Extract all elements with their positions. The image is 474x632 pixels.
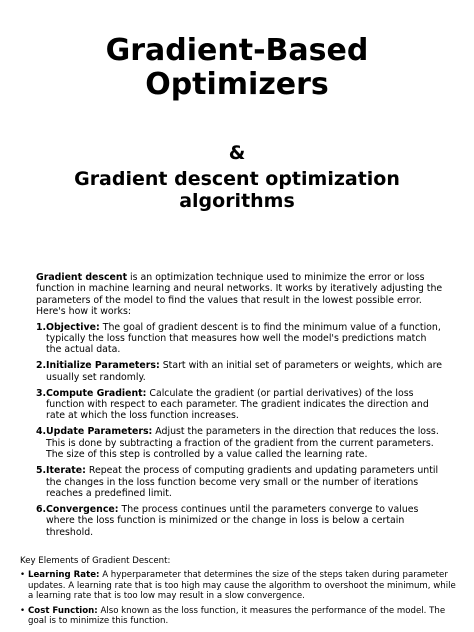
step-number: 2. [36,360,47,372]
bullet-icon: • [20,605,26,616]
key-element-label: Cost Function: [28,605,98,616]
step-label: Compute Gradient: [46,387,147,399]
step-item [36,322,444,356]
step-item [36,504,444,538]
step-number: 3. [36,387,47,399]
step-text: Adjust the parameters in the direction that reduces the loss. This is done by subtracting a fraction of the gradient from the current parameters. The size of this step is controlled by a value called the learning rate. [46,426,439,461]
step-item [36,465,444,499]
subtitle-line-2: algorithms [179,190,295,212]
document-subtitle [0,168,474,212]
step-label: Objective: [46,321,100,333]
bullet-icon: • [20,570,26,580]
key-elements-list [20,570,460,631]
subtitle-line-1: Gradient descent optimization [74,168,400,190]
key-element-label: Learning Rate: [28,570,100,580]
intro-paragraph [36,272,444,318]
key-element-text: A hyperparameter that determines the size of the steps taken during parameter updates. A learning rate that is too high may cause the algorithm to overshoot the minimum, while a learning rate that is too low may result in a slow convergence. [28,570,456,601]
step-item [36,388,444,422]
step-number: 4. [36,426,47,438]
step-label: Convergence: [46,503,119,515]
step-text: Start with an initial set of parameters or weights, which are usually set randomly. [46,360,443,383]
step-number: 5. [36,465,47,477]
title-line-1: Gradient-Based [105,33,369,68]
key-element-item [20,606,460,627]
step-label: Iterate: [46,465,86,477]
intro-text: is an optimization technique used to minimize the error or loss function in machine learning and neural networks. It works by iteratively adjusting the parameters of the model to find the values that result in the lowest possible error. Here's how it works: [36,272,443,318]
intro-term: Gradient descent [36,272,128,283]
step-item [36,426,444,460]
steps-list [36,322,444,538]
step-item [36,360,444,383]
key-element-text: Also known as the loss function, it measures the performance of the model. The goal is to minimize this function. [28,605,446,626]
step-text: Calculate the gradient (or partial derivatives) of the loss function with respect to each parameter. The gradient indicates the direction and rate at which the loss function increases. [46,387,429,422]
step-label: Initialize Parameters: [46,360,160,372]
step-text: The process continues until the parameters converge to values where the loss function is minimized or the change in loss is below a certain threshold. [46,503,419,538]
step-text: Repeat the process of computing gradients and updating parameters until the changes in the loss function become very small or the number of iterations reaches a predefined limit. [46,465,439,499]
key-element-item [20,570,460,602]
step-text: The goal of gradient descent is to find the minimum value of a function, typically the loss function that measures how well the model's predictions match the actual data. [46,321,441,356]
step-number: 6. [36,503,47,515]
title-line-2: Optimizers [145,67,329,102]
document-title [0,34,474,102]
step-number: 1. [36,321,47,333]
body-text [36,272,444,543]
ampersand-heading: & [228,142,246,164]
step-label: Update Parameters: [46,426,153,438]
key-elements-heading: Key Elements of Gradient Descent: [20,556,171,566]
